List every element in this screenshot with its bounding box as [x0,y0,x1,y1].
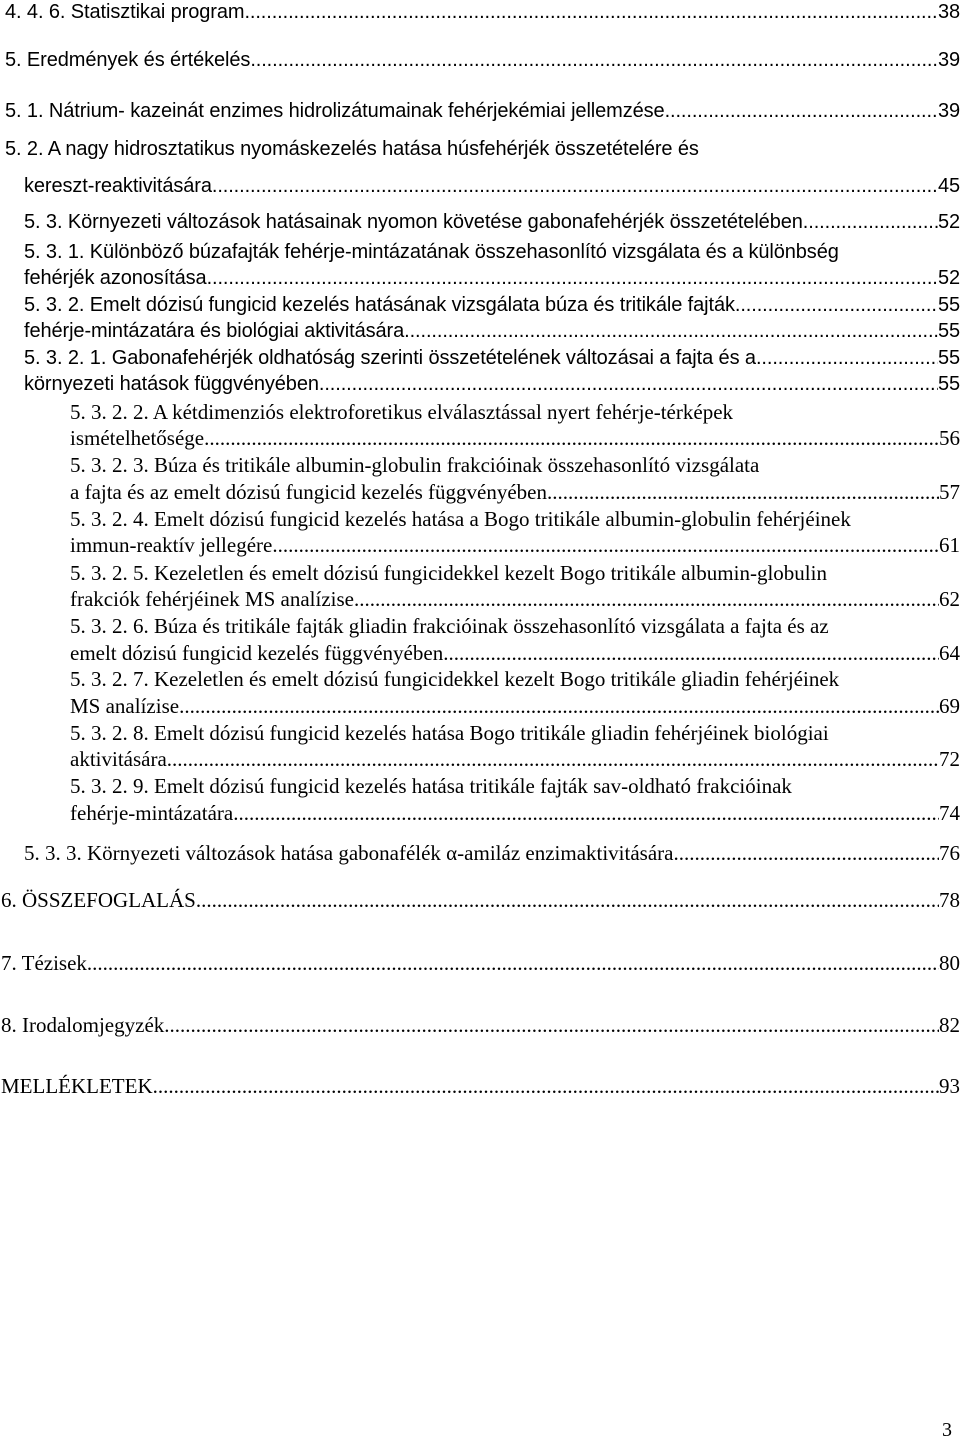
toc-entry[interactable] [24,319,960,343]
toc-entry-title[interactable]: 5. 3. 2. 3. Búza és tritikále albumin-globulin frakcióinak összehasonlító vizsgálata [70,453,760,477]
toc-entry-title: 7. Tézisek [1,951,87,975]
toc-entry-page: 62 [939,587,960,611]
toc-entry-title: frakciók fehérjéinek MS analízise [70,587,354,611]
toc-entry[interactable] [24,293,960,317]
toc-entry[interactable] [70,801,960,825]
toc-dot-leader [756,346,938,370]
toc-entry[interactable] [24,210,960,234]
toc-dot-leader [167,747,939,771]
toc-entry-title[interactable]: 5. 3. 2. 9. Emelt dózisú fungicid kezelés hatása tritikále fajták sav-oldható frakcióinak [70,774,792,798]
toc-entry[interactable] [70,587,960,611]
toc-entry[interactable] [1,1013,960,1037]
toc-dot-leader [164,1013,939,1037]
toc-entry-page: 39 [937,100,960,122]
toc-entry-page: 38 [937,1,960,23]
toc-entry-page: 55 [937,347,960,369]
toc-entry-title: emelt dózisú fungicid kezelés függvényében [70,641,444,665]
toc-dot-leader [196,888,939,912]
toc-entry-title: 4. 4. 6. Statisztikai program [5,1,245,23]
toc-entry[interactable] [70,694,960,718]
toc-entry-page: 52 [937,267,960,289]
toc-dot-leader [250,48,938,72]
toc-entry-title: a fajta és az emelt dózisú fungicid kezelés függvényében [70,480,547,504]
toc-dot-leader [735,293,938,317]
toc-dot-leader [547,480,939,504]
toc-entry-page: 39 [937,49,960,71]
toc-entry-title: immun-reaktív jellegére [70,533,273,557]
toc-dot-leader [212,174,938,198]
toc-entry[interactable] [1,888,960,912]
toc-entry-page: 56 [939,426,960,450]
toc-entry-title: aktivitására [70,747,167,771]
toc-entry-title: fehérjék azonosítása [24,267,207,289]
toc-entry-page: 93 [939,1074,960,1098]
toc-entry[interactable] [70,747,960,771]
toc-entry-page: 57 [939,480,960,504]
toc-entry-page: 55 [937,320,960,342]
toc-dot-leader [233,801,939,825]
toc-entry-title: MS analízise [70,694,180,718]
toc-entry-page: 64 [939,641,960,665]
toc-entry-title[interactable]: 5. 3. 2. 5. Kezeletlen és emelt dózisú fungicidekkel kezelt Bogo tritikále albumin-globulin [70,561,827,585]
toc-entry-page: 52 [937,211,960,233]
toc-entry-title[interactable]: 5. 3. 2. 2. A kétdimenziós elektroforetikus elválasztással nyert fehérje-térképek [70,400,734,424]
toc-dot-leader [207,266,938,290]
toc-dot-leader [404,319,938,343]
toc-dot-leader [354,587,939,611]
toc-dot-leader [443,641,939,665]
toc-dot-leader [153,1074,939,1098]
toc-entry-title[interactable]: 5. 3. 2. 7. Kezeletlen és emelt dózisú fungicidekkel kezelt Bogo tritikále gliadin fehérjéinek [70,667,840,691]
toc-dot-leader [87,951,939,975]
toc-entry-page: 78 [939,888,960,912]
toc-dot-leader [319,372,938,396]
toc-entry[interactable] [70,533,960,557]
toc-entry[interactable] [1,951,960,975]
toc-entry-page: 55 [937,294,960,316]
toc-entry[interactable] [5,0,960,24]
toc-entry-title: 6. ÖSSZEFOGLALÁS [1,888,196,912]
toc-entry[interactable] [24,372,960,396]
toc-entry-title: MELLÉKLETEK [1,1074,153,1098]
toc-entry-page: 76 [939,841,960,865]
toc-dot-leader [665,99,938,123]
toc-entry-title: ismételhetősége [70,426,205,450]
toc-dot-leader [673,841,939,865]
toc-entry-title: környezeti hatások függvényében [24,373,319,395]
toc-entry-title: 8. Irodalomjegyzék [1,1013,165,1037]
toc-entry-title[interactable]: 5. 3. 1. Különböző búzafajták fehérje-mintázatának összehasonlító vizsgálata és a különbség [24,241,839,263]
toc-entry[interactable] [24,174,960,198]
toc-entry-title: fehérje-mintázatára és biológiai aktivitására [24,320,405,342]
toc-entry-title: 5. 3. 2. Emelt dózisú fungicid kezelés hatásának vizsgálata búza és tritikále fajták [24,294,735,316]
toc-entry-title[interactable]: 5. 3. 2. 6. Búza és tritikále fajták gliadin frakcióinak összehasonlító vizsgálata a fajta és az [70,614,829,638]
page-number: 3 [942,1419,952,1441]
toc-entry-title[interactable]: 5. 2. A nagy hidrosztatikus nyomáskezelés hatása húsfehérjék összetételére és [5,138,699,160]
toc-entry[interactable] [24,841,960,865]
toc-entry-page: 74 [939,801,960,825]
toc-entry[interactable] [24,346,960,370]
toc-entry[interactable] [70,641,960,665]
toc-entry-page: 61 [939,533,960,557]
toc-entry-title[interactable]: 5. 3. 2. 8. Emelt dózisú fungicid kezelés hatása Bogo tritikále gliadin fehérjéinek biológiai [70,721,829,745]
toc-entry-title: 5. 1. Nátrium- kazeinát enzimes hidrolizátumainak fehérjekémiai jellemzése [5,100,665,122]
toc-entry[interactable] [1,1074,960,1098]
toc-entry-page: 55 [937,373,960,395]
toc-entry[interactable] [70,480,960,504]
toc-entry-page: 82 [939,1013,960,1037]
toc-entry-title: kereszt-reaktivitására [24,175,212,197]
toc-entry[interactable] [24,266,960,290]
toc-entry-title: 5. 3. 3. Környezeti változások hatása gabonafélék α-amiláz enzimaktivitására [24,841,674,865]
toc-entry-page: 69 [939,694,960,718]
toc-entry[interactable] [5,48,960,72]
toc-dot-leader [244,0,938,24]
toc-entry-page: 72 [939,747,960,771]
toc-entry-page: 45 [937,175,960,197]
toc-entry[interactable] [70,426,960,450]
toc-entry-title: 5. 3. 2. 1. Gabonafehérjék oldhatóság szerinti összetételének változásai a fajta és a [24,347,756,369]
toc-entry-title[interactable]: 5. 3. 2. 4. Emelt dózisú fungicid kezelés hatása a Bogo tritikále albumin-globulin fehérjéinek [70,507,851,531]
toc-entry[interactable] [5,99,960,123]
toc-dot-leader [803,210,938,234]
toc-entry-page: 80 [939,951,960,975]
toc-dot-leader [204,426,939,450]
toc-dot-leader [272,533,939,557]
toc-entry-title: fehérje-mintázatára [70,801,234,825]
toc-entry-title: 5. 3. Környezeti változások hatásainak nyomon követése gabonafehérjék összetételében [24,211,803,233]
toc-dot-leader [179,694,939,718]
toc-entry-title: 5. Eredmények és értékelés [5,49,251,71]
